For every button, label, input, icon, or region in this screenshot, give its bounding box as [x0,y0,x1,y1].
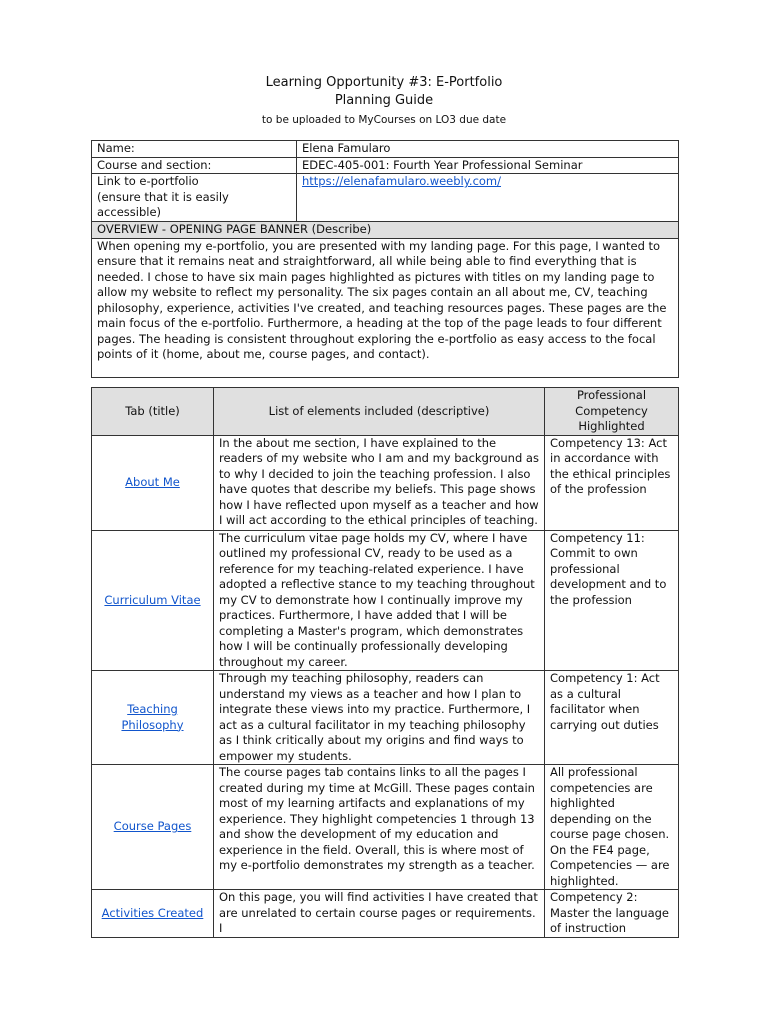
info-table [91,140,679,222]
link-cell [297,174,679,222]
overview-text: When opening my e-portfolio, you are presented with my landing page. For this page, I wanted to ensure that it remains neat and straightforward, all while being able to find everything that is needed. I chose to have six main pages highlighted as pictures with titles on my landing page to allow my website to reflect my personality. The six pages contain an all about me, CV, teaching philosophy, experience, activities I've created, and teaching resources pages. These pages are the main focus of the e-portfolio. Furthermore, a heading at the top of the page leads to four different pages. The heading is consistent throughout exploring the e-portfolio as easy access to the focal points of it (home, about me, course pages, and contact). [92,238,679,377]
course-label: Course and section: [92,157,297,174]
link-row [92,174,679,222]
tab-link-curriculum-vitae[interactable]: Curriculum Vitae [104,592,201,607]
document-subtitle: Planning Guide [334,93,434,108]
document-title: Learning Opportunity #3: E-Portfolio [265,75,503,90]
competency-cell: Competency 2: Master the language of instruction [545,890,679,938]
table-row [92,530,679,671]
title-block [0,74,768,127]
tabs-table-header [92,388,679,436]
table-row [92,435,679,530]
header-tab-title: Tab (title) [92,388,214,436]
elements-cell: The curriculum vitae page holds my CV, where I have outlined my professional CV, ready to be used as a reference for my teaching-related experience. I have adopted a reflective stance to my teaching throughout my CV to demonstrate how I continually improve my practices. Furthermore, I have added that I will be completing a Master's program, which demonstrates how I will be continually professionally developing throughout my career. [214,530,545,671]
overview-heading: OVERVIEW - OPENING PAGE BANNER (Describe) [92,222,679,239]
course-value: EDEC-405-001: Fourth Year Professional Seminar [297,157,679,174]
header-elements: List of elements included (descriptive) [214,388,545,436]
upload-note: to be uploaded to MyCourses on LO3 due date [261,114,507,126]
tab-cell [92,671,214,765]
name-label: Name: [92,141,297,158]
tab-link-about-me[interactable]: About Me [125,474,180,489]
tab-cell [92,890,214,938]
elements-cell: Through my teaching philosophy, readers can understand my views as a teacher and how I plan to integrate these views into my practice. Furthermore, I act as a cultural facilitator in my teaching philosophy as I think critically about my origins and find ways to empower my students. [214,671,545,765]
table-row [92,890,679,938]
tab-cell [92,435,214,530]
link-label-line-1: Link to e-portfolio [97,174,199,188]
tab-cell [92,765,214,890]
tab-cell [92,530,214,671]
tab-link-activities-created[interactable]: Activities Created [101,905,204,920]
eportfolio-link[interactable]: https://elenafamularo.weebly.com/ [302,174,502,188]
competency-cell: Competency 13: Act in accordance with the ethical principles of the profession [545,435,679,530]
tab-link-course-pages[interactable]: Course Pages [113,819,192,834]
tabs-table [91,387,679,938]
competency-cell: Competency 1: Act as a cultural facilitator when carrying out duties [545,671,679,765]
header-competency: Professional Competency Highlighted [545,388,679,436]
overview-table [91,221,679,378]
elements-cell: In the about me section, I have explained to the readers of my website who I am and my background as to why I decided to join the teaching profession. I also have quotes that describe my beliefs. This page shows how I have reflected upon myself as a teacher and how I will act according to the ethical principles of teaching. [214,435,545,530]
elements-cell: The course pages tab contains links to all the pages I created during my time at McGill. These pages contain most of my learning artifacts and explanations of my experience. They highlight competencies 1 through 13 and show the development of my education and experience in the field. Overall, this is where most of my e-portfolio demonstrates my strength as a teacher. [214,765,545,890]
tab-link-teaching-philosophy[interactable]: Teaching Philosophy [121,702,184,732]
course-row [92,157,679,174]
link-label-line-2: (ensure that it is easily accessible) [97,189,229,219]
table-row [92,671,679,765]
link-label [92,174,297,222]
elements-cell: On this page, you will find activities I have created that are unrelated to certain course pages or requirements. I [214,890,545,938]
table-row [92,765,679,890]
competency-cell: All professional competencies are highlighted depending on the course page chosen. On the FE4 page, Competencies — are highlighted. [545,765,679,890]
name-value: Elena Famularo [297,141,679,158]
name-row [92,141,679,158]
competency-cell: Competency 11: Commit to own professional development and to the profession [545,530,679,671]
